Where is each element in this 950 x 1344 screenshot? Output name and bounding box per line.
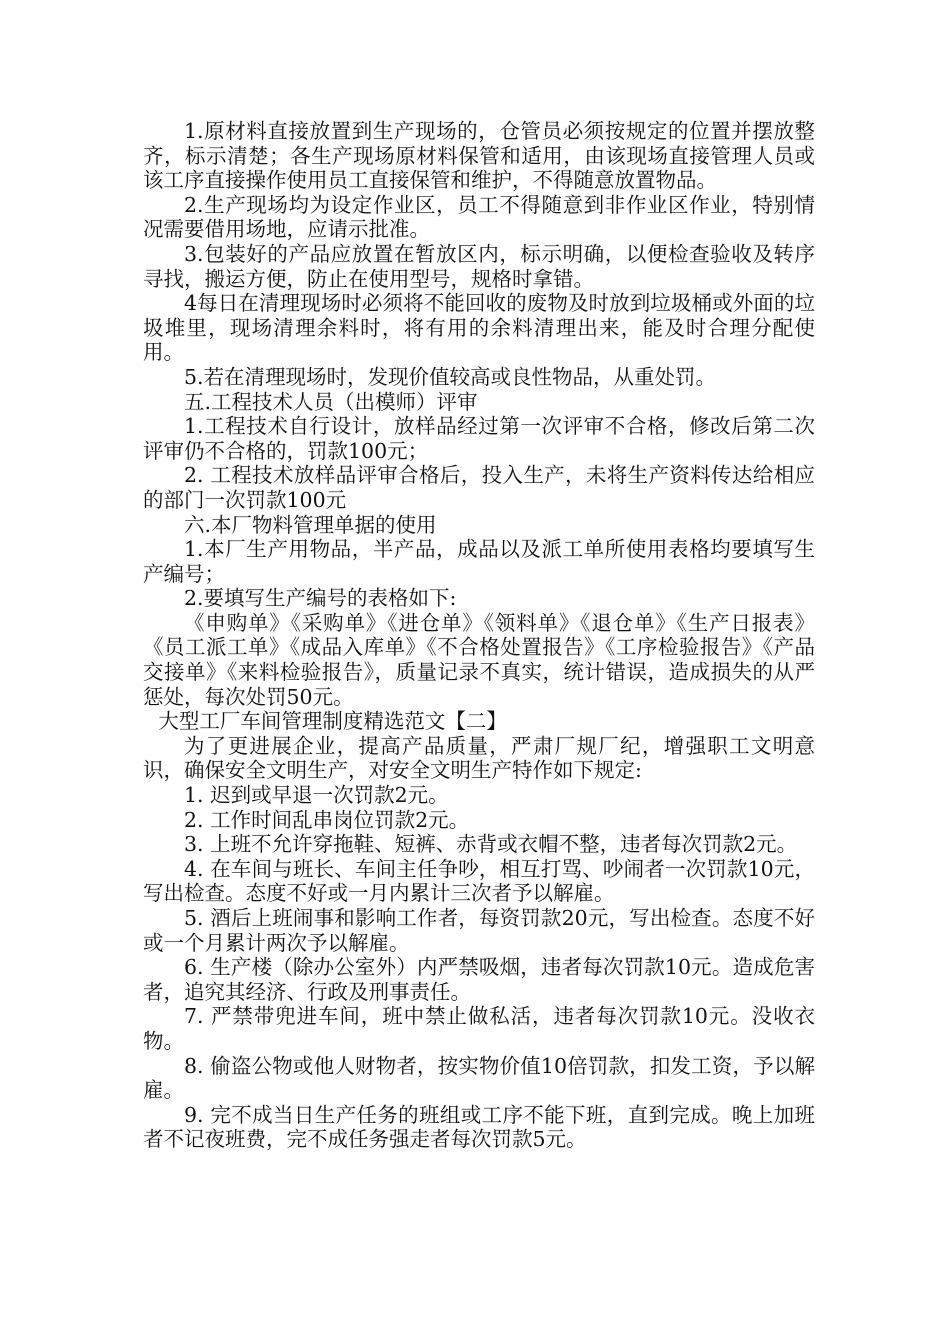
paragraph-forms-intro: 2.要填写生产编号的表格如下: (184, 586, 457, 611)
paragraph-review-fine: 1.工程技术自行设计，放样品经过第一次评审不合格，修改后第二次评审仍不合格的，罚款100元； (143, 414, 815, 463)
paragraph-production-number: 1.本厂生产用物品，半产品，成品以及派工单所使用表格均要填写生产编号； (143, 537, 815, 586)
article-title-part-two: 大型工厂车间管理制度精选范文【二】 (158, 709, 507, 734)
section-heading-engineering-review: 五.工程技术人员（出模师）评审 (184, 389, 478, 414)
rule-item-5: 5. 酒后上班闹事和影响工作者，每资罚款20元，写出检查。态度不好或一个月累计两次予以解雇。 (143, 906, 815, 955)
paragraph-forms-list: 《申购单》《采购单》《进仓单》《领料单》《退仓单》《生产日报表》《员工派工单》《成品入库单》《不合格处置报告》《工序检验报告》《产品交接单》《来料检验报告》，质量记录不真实，统计错误，造成损失的从严惩处，每次处罚50元。 (143, 610, 815, 709)
paragraph-safety-intro: 为了更进展企业，提高产品质量，严肃厂规厂纪，增强职工文明意识，确保安全文明生产，对安全文明生产特作如下规定: (143, 733, 815, 783)
rule-item-9: 9. 完不成当日生产任务的班组或工序不能下班，直到完成。晚上加班者不记夜班费，完不成任务强走者每次罚款5元。 (143, 1102, 815, 1152)
paragraph-packaged-products: 3.包装好的产品应放置在暂放区内，标示明确，以便检查验收及转序寻找，搬运方便，防止在使用型号，规格时拿错。 (143, 241, 815, 291)
rule-item-1: 1. 迟到或早退一次罚款2元。 (184, 783, 449, 808)
rule-item-2: 2. 工作时间乱串岗位罚款2元。 (184, 807, 470, 832)
rule-item-3: 3. 上班不允许穿拖鞋、短裤、赤背或衣帽不整，违者每次罚款2元。 (184, 832, 798, 857)
rule-item-6: 6. 生产楼（除办公室外）内严禁吸烟，违者每次罚款10元。造成危害者，追究其经济、行政及刑事责任。 (143, 955, 815, 1004)
document-body (143, 119, 815, 1152)
paragraph-work-area: 2.生产现场均为设定作业区，员工不得随意到非作业区作业，特别情况需要借用场地，应请示批准。 (143, 192, 815, 242)
rule-item-8: 8. 偷盗公物或他人财物者，按实物价值10倍罚款，扣发工资，予以解雇。 (143, 1053, 815, 1103)
paragraph-production-data-fine: 2. 工程技术放样品评审合格后，投入生产，未将生产资料传达给相应的部门一次罚款100元 (143, 463, 815, 512)
section-heading-material-documents: 六.本厂物料管理单据的使用 (184, 512, 437, 537)
rule-item-7: 7. 严禁带兜进车间，班中禁止做私活，违者每次罚款10元。没收衣物。 (143, 1004, 815, 1053)
rule-item-4: 4. 在车间与班长、车间主任争吵，相互打骂、吵闹者一次罚款10元，写出检查。态度不好或一月内累计三次者予以解雇。 (143, 856, 815, 906)
paragraph-valuable-items: 5.若在清理现场时，发现价值较高或良性物品，从重处罚。 (184, 364, 717, 389)
paragraph-daily-cleanup: 4每日在清理现场时必须将不能回收的废物及时放到垃圾桶或外面的垃圾堆里，现场清理余料时，将有用的余料清理出来，能及时合理分配使用。 (143, 291, 815, 365)
paragraph-raw-material-placement: 1.原材料直接放置到生产现场的，仓管员必须按规定的位置并摆放整齐，标示清楚；各生产现场原材料保管和适用，由该现场直接管理人员或该工序直接操作使用员工直接保管和维护，不得随意放置物品。 (143, 119, 815, 193)
